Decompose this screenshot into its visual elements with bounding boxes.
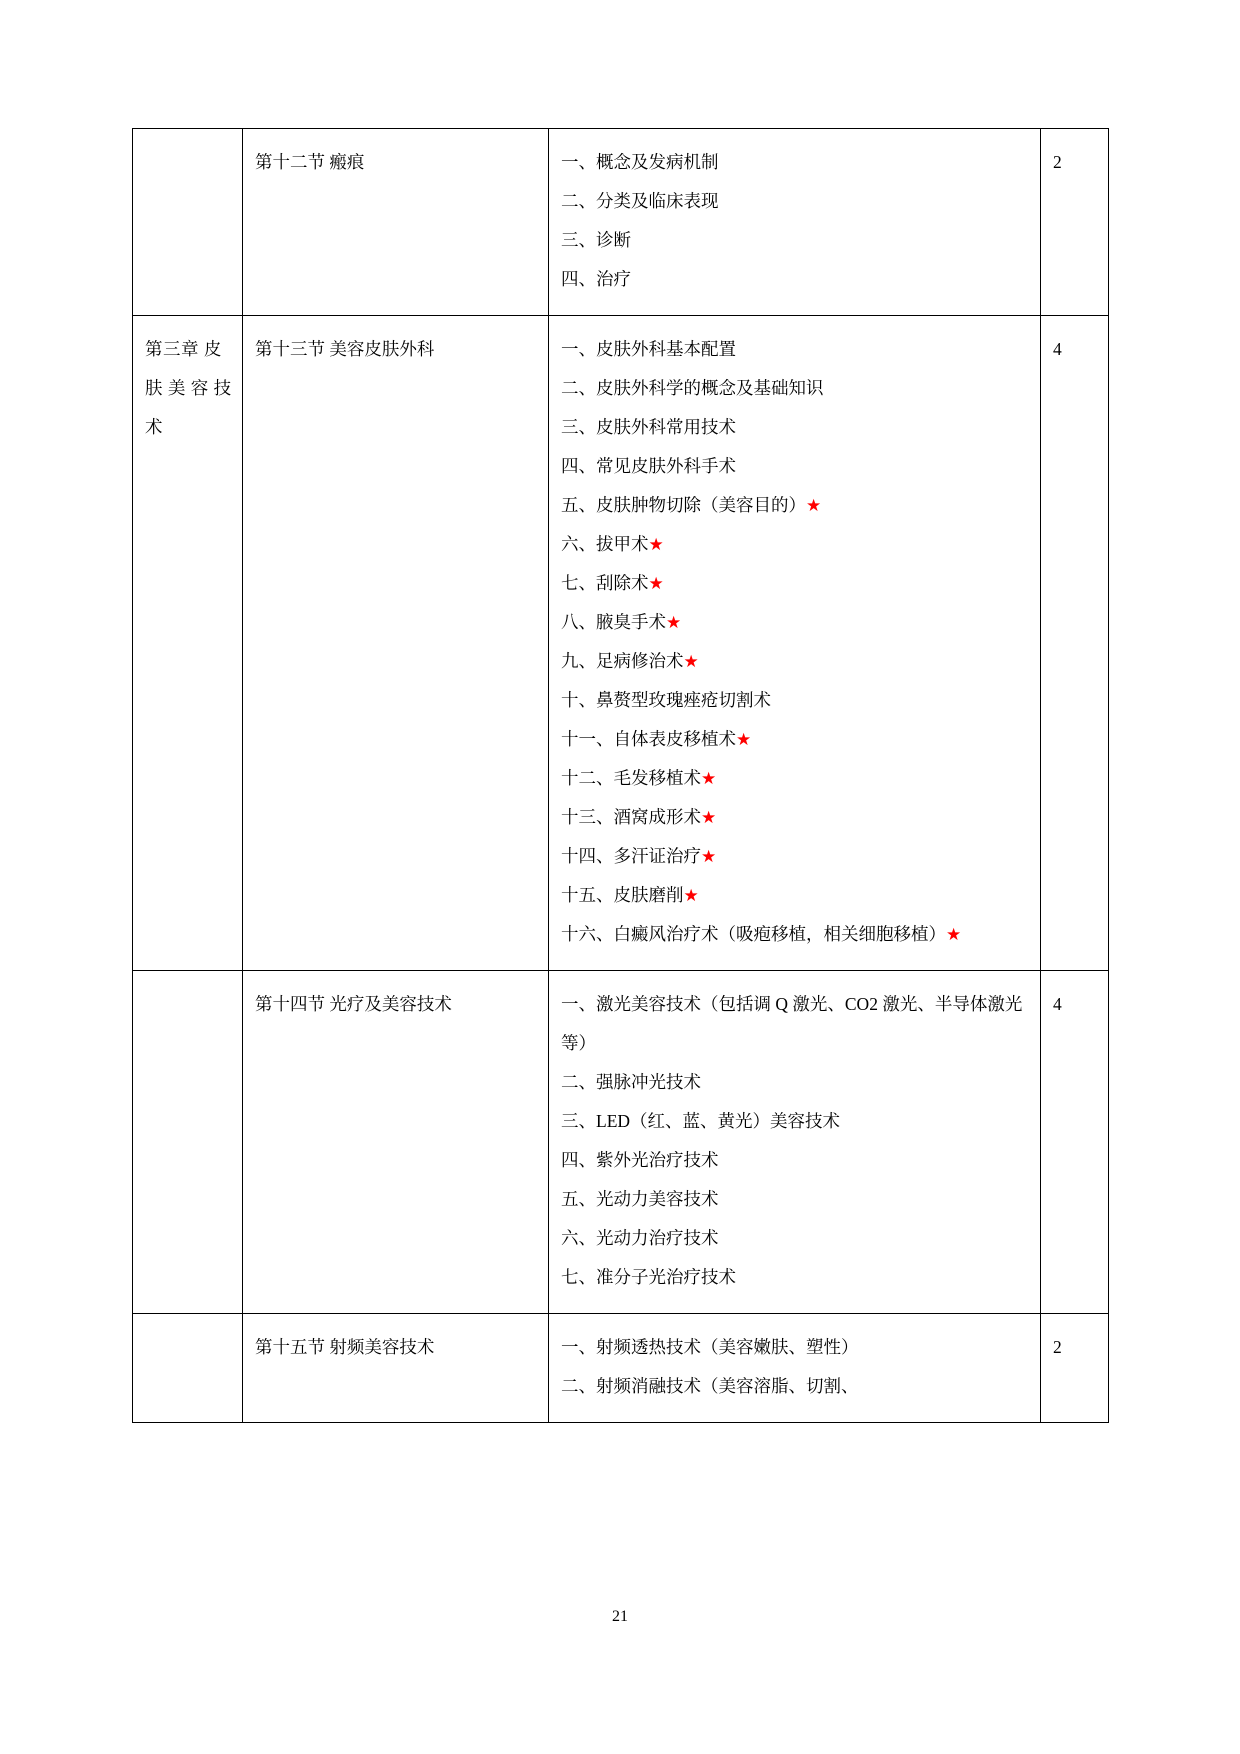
section-cell — [243, 129, 549, 316]
content-item: 十、鼻赘型玫瑰痤疮切割术 — [561, 690, 771, 710]
chapter-cell — [133, 129, 243, 316]
hours-cell: 4 — [1041, 971, 1109, 1314]
star-icon: ★ — [946, 925, 962, 944]
section-title: 第十二节 瘢痕 — [255, 152, 365, 172]
content-item: 四、紫外光治疗技术 — [561, 1150, 719, 1170]
content-item: 十一、自体表皮移植术★ — [561, 729, 752, 749]
content-item: 七、准分子光治疗技术 — [561, 1267, 736, 1287]
content-item: 一、激光美容技术（包括调 Q 激光、CO2 激光、半导体激光等） — [561, 994, 1023, 1053]
star-icon: ★ — [701, 769, 717, 788]
section-title: 第十四节 光疗及美容技术 — [255, 994, 452, 1014]
star-icon: ★ — [666, 613, 682, 632]
chapter-line-text: 第三章 皮 — [145, 339, 222, 359]
star-icon: ★ — [701, 847, 717, 866]
star-icon: ★ — [683, 652, 699, 671]
section-cell — [243, 1314, 549, 1423]
content-item: 二、射频消融技术（美容溶脂、切割、 — [561, 1376, 859, 1396]
table-row — [133, 1314, 1109, 1423]
content-item: 三、皮肤外科常用技术 — [561, 417, 736, 437]
page-number: 21 — [612, 1608, 628, 1625]
content-item: 二、分类及临床表现 — [561, 191, 719, 211]
content-item: 五、皮肤肿物切除（美容目的）★ — [561, 495, 822, 515]
table-row — [133, 316, 1109, 971]
hours-cell: 2 — [1041, 129, 1109, 316]
content-item: 二、皮肤外科学的概念及基础知识 — [561, 378, 824, 398]
star-icon: ★ — [648, 574, 664, 593]
content-item: 十二、毛发移植术★ — [561, 768, 717, 788]
content-item: 一、概念及发病机制 — [561, 152, 719, 172]
hours-cell: 4 — [1041, 316, 1109, 971]
content-item: 十三、酒窝成形术★ — [561, 807, 717, 827]
chapter-line-text: 肤 美 容 技 — [145, 378, 232, 398]
content-item: 八、腋臭手术★ — [561, 612, 682, 632]
section-cell — [243, 316, 549, 971]
star-icon: ★ — [648, 535, 664, 554]
section-title: 第十三节 美容皮肤外科 — [255, 339, 435, 359]
content-item: 十五、皮肤磨削★ — [561, 885, 699, 905]
content-item: 三、诊断 — [561, 230, 631, 250]
content-cell — [549, 129, 1041, 316]
content-item: 七、刮除术★ — [561, 573, 664, 593]
star-icon: ★ — [806, 496, 822, 515]
content-item: 十六、白癜风治疗术（吸疱移植，相关细胞移植）★ — [561, 924, 962, 944]
content-cell — [549, 316, 1041, 971]
chapter-line — [145, 330, 232, 369]
chapter-line — [145, 408, 232, 447]
star-icon: ★ — [736, 730, 752, 749]
content-item: 一、皮肤外科基本配置 — [561, 339, 736, 359]
section-title: 第十五节 射频美容技术 — [255, 1337, 435, 1357]
star-icon: ★ — [701, 808, 717, 827]
content-item: 四、治疗 — [561, 269, 631, 289]
table-row — [133, 129, 1109, 316]
table-row — [133, 971, 1109, 1314]
content-item: 四、常见皮肤外科手术 — [561, 456, 736, 476]
content-item: 五、光动力美容技术 — [561, 1189, 719, 1209]
syllabus-table — [132, 128, 1109, 1423]
content-item: 六、光动力治疗技术 — [561, 1228, 719, 1248]
chapter-cell — [133, 1314, 243, 1423]
chapter-line-text: 术 — [145, 417, 163, 437]
star-icon: ★ — [683, 886, 699, 905]
section-cell — [243, 971, 549, 1314]
hours-cell: 2 — [1041, 1314, 1109, 1423]
chapter-line — [145, 369, 232, 408]
chapter-cell — [133, 316, 243, 971]
content-cell — [549, 971, 1041, 1314]
content-item: 十四、多汗证治疗★ — [561, 846, 717, 866]
content-item: 一、射频透热技术（美容嫩肤、塑性） — [561, 1337, 859, 1357]
content-cell — [549, 1314, 1041, 1423]
content-item: 三、LED（红、蓝、黄光）美容技术 — [561, 1111, 841, 1131]
content-item: 六、拔甲术★ — [561, 534, 664, 554]
content-item: 九、足病修治术★ — [561, 651, 699, 671]
content-item: 二、强脉冲光技术 — [561, 1072, 701, 1092]
chapter-cell — [133, 971, 243, 1314]
